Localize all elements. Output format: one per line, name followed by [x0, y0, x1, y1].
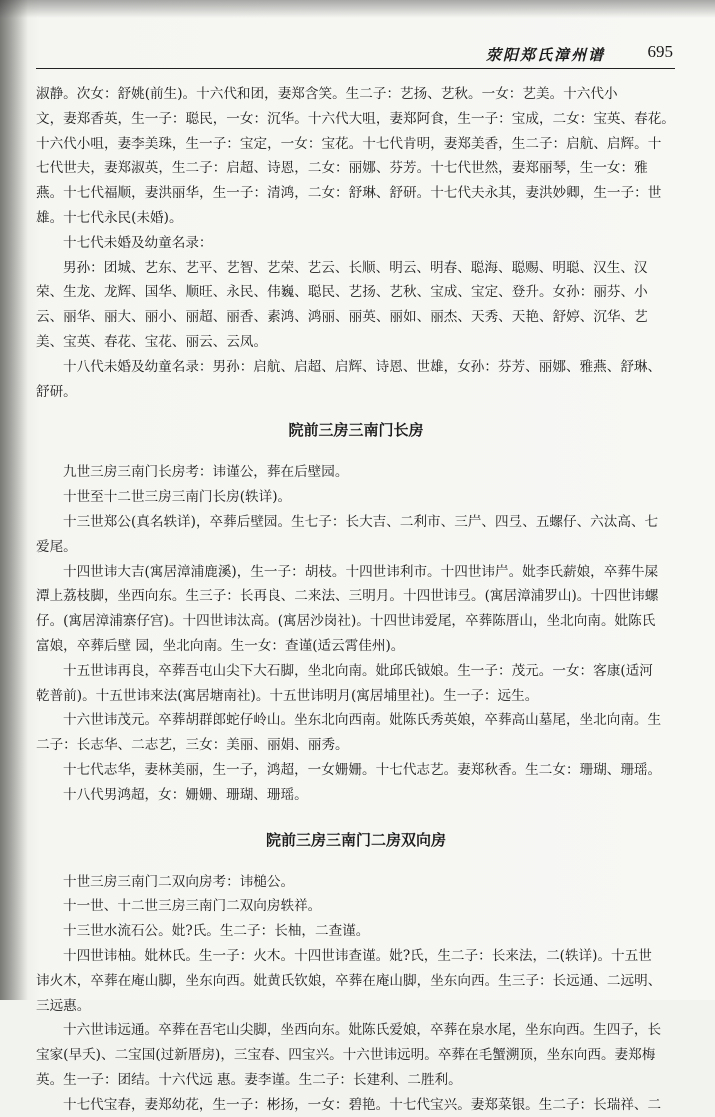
page-content: [36, 82, 676, 1117]
text-line: 雄。十七代永民(未婚)。: [36, 209, 183, 226]
text-line: 十世至十二世三房三南门长房(轶详)。: [63, 489, 292, 506]
text-line: 十六代小咀，妻李美珠，生一子：宝定，一女：宝花。十七代肯明，妻郑美香，生二子：启航、启辉。十: [36, 135, 662, 152]
text-line: 宝家(早夭)、二宝国(过新厝房)，三宝春、四宝兴。十六世讳远明。卒葬在毛蟹溯顶，坐东向西。妻郑梅: [36, 1047, 656, 1064]
text-line: 燕。十七代福顺，妻洪丽华，生一子：清鸿，二女：舒琳、舒研。十七代夫永其，妻洪妙卿，生一子：世: [36, 185, 662, 202]
text-line: 二子：长志华、二志艺，三女：美丽、丽娟、丽秀。: [36, 737, 349, 754]
text-line: 十世三房三南门二双向房考：讳槌公。: [63, 873, 295, 890]
text-line: 爱尾。: [36, 538, 77, 555]
text-line: 十七代未婚及幼童名录：: [63, 234, 213, 251]
text-line: 十三世水流石公。妣?氏。生二子：长柚，二查谨。: [63, 923, 370, 940]
text-line: 淑静。次女：舒姚(前生)。十六代和团，妻郑含笑。生二子：艺扬、艺秋。一女：艺美。十六代小: [36, 86, 618, 102]
text-line: 十六世讳茂元。卒葬胡群郎蛇仔岭山。坐东北向西南。妣陈氏秀英娘，卒葬高山墓尾，坐北向南。生: [63, 712, 662, 729]
text-line: 十一世、十二世三房三南门二双向房轶祥。: [63, 898, 322, 915]
text-line: 十五世讳再良，卒葬吾屯山尖下大石脚，坐北向南。妣邱氏钺娘。生一子：茂元。一女：客康(适河: [63, 662, 653, 679]
text-line: 十四世讳大吉(寓居漳浦鹿溪)，生一子：胡枝。十四世讳利市。十四世讳屵。妣李氏薪娘，卒葬牛屎: [63, 563, 659, 580]
text-line: 九世三房三南门长房考：讳谨公，葬在后壁园。: [63, 464, 349, 481]
book-title: 荥阳郑氏漳州谱: [485, 46, 605, 64]
text-line: 舒研。: [36, 383, 77, 400]
text-line: 十八代男鸿超，女：姗姗、珊瑚、珊瑶。: [63, 786, 308, 803]
section-second-house-body: [36, 870, 676, 1117]
text-line: 云、丽华、丽大、丽小、丽超、丽香、素鸿、鸿丽、丽英、丽如、丽杰、天秀、天艳、舒婷、沉华、艺: [36, 309, 648, 326]
section-long-house-body: [36, 460, 676, 807]
text-line: 十七代志华，妻林美丽，生一子，鸿超，一女姗姗。十七代志艺。妻郑秋香。生二女：珊瑚、珊瑶。: [63, 761, 662, 778]
text-line: 十八代未婚及幼童名录：男孙：启航、启超、启辉、诗恩、世雄，女孙：芬芳、丽娜、雅燕、舒琳、: [63, 358, 662, 375]
text-line: 潭上荔枝脚，坐西向东。生三子：长再良、二来法、三明月。十四世讳弖。(寓居漳浦罗山)。十四世讳螺: [36, 588, 659, 605]
text-line: 讳火木，卒葬在庵山脚，坐东向西。妣黄氏钦娘，卒葬在庵山脚，坐东向西。生三子：长远通、二远明、: [36, 972, 662, 989]
text-line: 文，妻郑香英，生一子：聪民，一女：沉华。十六代大咀，妻郑阿食，生一子：宝成，二女：宝英、春花。: [36, 110, 675, 127]
text-line: 英。生一子：团结。十六代远 惠。妻李谨。生二子：长建利、二胜利。: [36, 1071, 462, 1088]
text-line: 男孙：团城、艺东、艺平、艺智、艺荣、艺云、长顺、明云、明春、聪海、聪赐、明聪、汉生、汉: [63, 259, 648, 276]
page-header: [36, 38, 675, 69]
text-line: 十七代宝春，妻郑幼花，生一子：彬扬，一女：碧艳。十七代宝兴。妻郑菜银。生二子：长瑞祥、二: [63, 1096, 662, 1113]
text-line: 十三世郑公(真名轶详)，卒葬后壁园。生七子：长大吉、二利市、三屵、四弖、五螺仔、六汰高、七: [63, 513, 659, 530]
text-line: 七代世夫，妻郑淑英，生二子：启超、诗恩，二女：丽娜、芬芳。十七代世然，妻郑丽琴，生一女：雅: [36, 160, 648, 177]
section-heading-long-house: 院前三房三南门长房: [288, 421, 424, 440]
top-paragraphs: [36, 82, 676, 404]
text-line: 乾普前)。十五世讳来法(寓居塘南社)。十五世讳明月(寓居埔里社)。生一子：远生。: [36, 687, 539, 704]
text-line: 仔。(寓居漳浦寨仔宫)。十四世讳汰高。(寓居沙岗社)。十四世讳爱尾，卒葬陈厝山，坐北向南。妣陈氏: [36, 613, 656, 630]
scan-spine-shadow: [0, 0, 28, 1000]
text-line: 十四世讳柚。妣林氏。生一子：火木。十四世讳查谨。妣?氏，生二子：长来法，二(轶详)。十五世: [63, 947, 652, 964]
page-number: 695: [647, 42, 673, 61]
text-line: 富娘，卒葬后壁 园，坐北向南。生一女：查谨(适云霄佳州)。: [36, 637, 405, 654]
text-line: 十六世讳远通。卒葬在吾宅山尖脚，坐西向东。妣陈氏爱娘，卒葬在泉水尾，坐东向西。生四子，长: [63, 1022, 662, 1039]
text-line: 三远惠。: [36, 997, 91, 1014]
section-heading-second-house: 院前三房三南门二房双向房: [265, 830, 446, 849]
text-line: 美、宝英、春花、宝花、丽云、云凤。: [36, 333, 268, 350]
scan-top-edge: [0, 0, 715, 18]
text-line: 荣、生龙、龙辉、国华、顺旺、永民、伟巍、聪民、艺扬、艺秋、宝成、宝定、登升。女孙：丽芬、小: [36, 284, 648, 301]
